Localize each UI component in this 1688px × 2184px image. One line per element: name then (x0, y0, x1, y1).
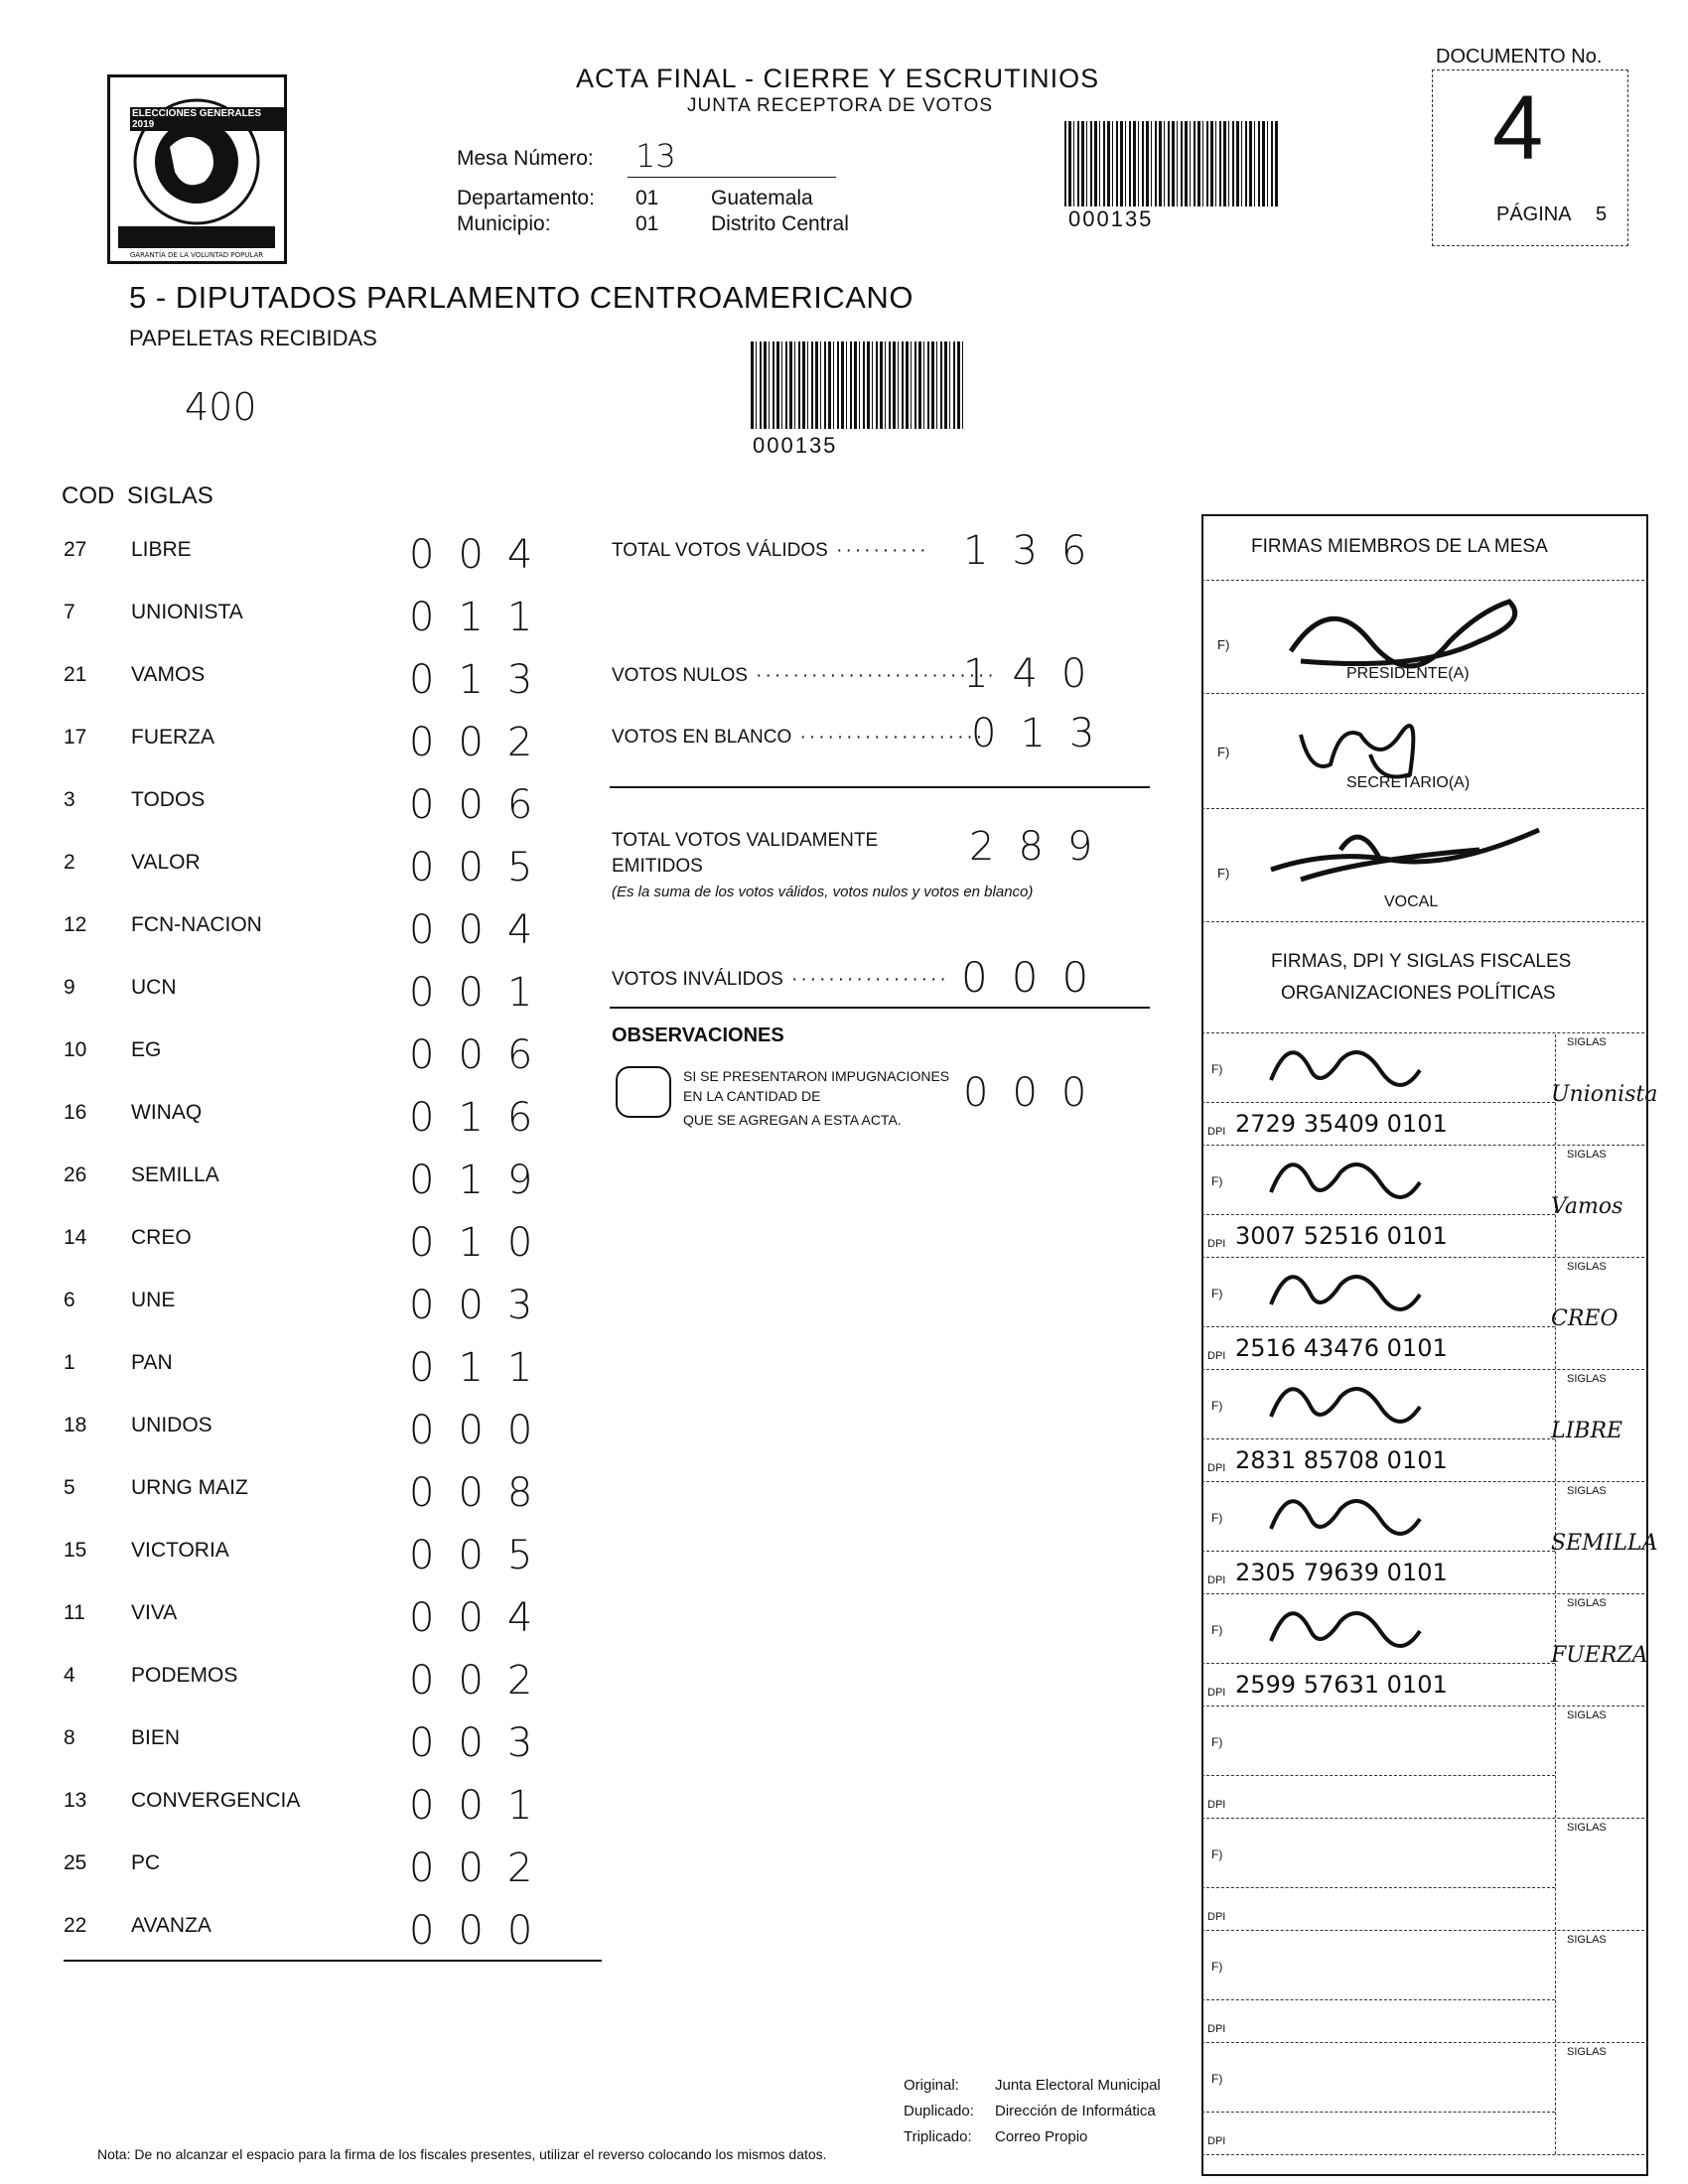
duplicado-label: Duplicado: (904, 2103, 974, 2119)
election-logo (107, 74, 287, 264)
departamento-code: 01 (635, 187, 659, 209)
party-cod: 5 (64, 1476, 75, 1499)
original-label: Original: (904, 2077, 959, 2094)
party-cod: 26 (64, 1163, 87, 1186)
table-row (60, 907, 616, 970)
table-row (60, 845, 616, 907)
party-siglas: PAN (131, 1351, 173, 1374)
party-siglas: FCN-NACION (131, 913, 262, 936)
party-siglas: TODOS (131, 788, 206, 811)
vocal-box (1201, 810, 1644, 922)
fiscal-siglas-value: Unionista (1551, 1082, 1658, 1107)
fiscal-dpi-label: DPI (1207, 1911, 1226, 1923)
header-barcode (1064, 121, 1279, 206)
acta-title: ACTA FINAL - CIERRE Y ESCRUTINIOS (576, 64, 1100, 93)
fiscal-dpi-label: DPI (1207, 1462, 1226, 1474)
members-header: FIRMAS MIEMBROS DE LA MESA (1251, 536, 1548, 557)
fiscal-row (1201, 1595, 1648, 1706)
fiscal-mid-rule (1201, 1663, 1555, 1664)
party-cod: 18 (64, 1414, 87, 1436)
invalidos-dots: ················· (782, 969, 949, 990)
party-votes: 006 (409, 1032, 557, 1078)
secretario-f-label: F) (1217, 745, 1230, 759)
party-votes: 013 (409, 657, 557, 703)
globe-icon (110, 77, 284, 261)
party-cod: 15 (64, 1539, 87, 1562)
fiscal-divider (1555, 1820, 1556, 1930)
fiscal-siglas-value: LIBRE (1551, 1419, 1623, 1443)
party-cod: 22 (64, 1914, 87, 1937)
party-votes: 002 (409, 1845, 557, 1891)
original-value: Junta Electoral Municipal (995, 2077, 1161, 2094)
fiscal-dpi-value: 3007 52516 0101 (1235, 1222, 1448, 1250)
party-cod: 4 (64, 1664, 75, 1687)
fiscal-siglas-label: SIGLAS (1567, 1597, 1607, 1609)
fiscal-f-label: F) (1211, 1511, 1223, 1525)
party-siglas: VAMOS (131, 663, 206, 686)
fiscal-siglas-label: SIGLAS (1567, 1485, 1607, 1497)
fiscal-row (1201, 1483, 1658, 1594)
party-votes: 004 (409, 907, 557, 953)
table-row (60, 595, 616, 657)
municipio-name: Distrito Central (711, 212, 849, 235)
table-bottom-rule (64, 1960, 602, 1962)
fiscal-f-label: F) (1211, 1847, 1223, 1861)
impug-line-3: QUE SE AGREGAN A ESTA ACTA. (683, 1112, 902, 1128)
summary-divider-1 (610, 786, 1150, 788)
nulos-dots: ·························· (747, 665, 997, 686)
fiscal-mid-rule (1201, 1214, 1555, 1215)
pagina-number: 5 (1596, 204, 1608, 225)
vocal-f-label: F) (1217, 866, 1230, 881)
table-row (60, 532, 616, 595)
fiscal-dpi-label: DPI (1207, 1238, 1226, 1250)
fiscal-row (1201, 1147, 1644, 1258)
party-votes: 006 (409, 782, 557, 828)
party-siglas: EG (131, 1038, 162, 1061)
party-siglas: WINAQ (131, 1101, 203, 1124)
table-row (60, 970, 616, 1032)
documento-number: 4 (1492, 77, 1544, 179)
party-votes: 003 (409, 1720, 557, 1766)
fiscal-mid-rule (1201, 1775, 1555, 1776)
party-cod: 2 (64, 851, 75, 874)
party-votes: 002 (409, 720, 557, 765)
presidente-f-label: F) (1217, 637, 1230, 652)
party-siglas: VIVA (131, 1601, 178, 1624)
fiscal-f-label: F) (1211, 1399, 1223, 1413)
party-cod: 21 (64, 663, 87, 686)
fiscal-dpi-label: DPI (1207, 1350, 1226, 1362)
party-votes: 004 (409, 532, 557, 578)
summary-divider-2 (610, 1007, 1150, 1009)
party-siglas: SEMILLA (131, 1163, 219, 1186)
secretario-box (1201, 695, 1644, 809)
fiscal-f-label: F) (1211, 1960, 1223, 1974)
validos-label: TOTAL VOTOS VÁLIDOS (612, 540, 828, 561)
invalidos-label: VOTOS INVÁLIDOS (612, 969, 783, 990)
party-cod: 9 (64, 976, 75, 999)
members-header-box (1201, 514, 1644, 581)
section-barcode-number: 000135 (753, 433, 838, 458)
party-siglas: UNIONISTA (131, 601, 243, 623)
fiscal-f-label: F) (1211, 1623, 1223, 1637)
fiscal-row (1201, 2044, 1644, 2155)
party-siglas: UNE (131, 1289, 176, 1311)
secretario-label: SECRETARIO(A) (1346, 774, 1471, 791)
blanco-value: 013 (971, 711, 1119, 756)
party-votes: 003 (409, 1283, 557, 1328)
acta-subtitle: JUNTA RECEPTORA DE VOTOS (687, 95, 994, 116)
party-votes: 005 (409, 845, 557, 890)
table-row (60, 1283, 616, 1345)
footer-nota: Nota: De no alcanzar el espacio para la firma de los fiscales presentes, utilizar el reverso colocando los mismos datos. (97, 2146, 827, 2162)
nulos-label: VOTOS NULOS (612, 665, 748, 686)
fiscal-siglas-label: SIGLAS (1567, 1822, 1607, 1834)
triplicado-label: Triplicado: (904, 2128, 972, 2145)
fiscal-f-label: F) (1211, 1287, 1223, 1300)
section-title: 5 - DIPUTADOS PARLAMENTO CENTROAMERICANO (129, 280, 914, 315)
impug-line-2: EN LA CANTIDAD DE (683, 1088, 821, 1104)
papeletas-label: PAPELETAS RECIBIDAS (129, 326, 377, 350)
table-row (60, 782, 616, 845)
emitidos-label-2: EMITIDOS (612, 856, 703, 877)
fiscal-row (1201, 1932, 1644, 2043)
emitidos-note: (Es la suma de los votos válidos, votos nulos y votos en blanco) (612, 884, 1034, 900)
party-cod: 16 (64, 1101, 87, 1124)
party-siglas: LIBRE (131, 538, 192, 561)
col-cod-header: COD (62, 482, 115, 509)
party-votes: 005 (409, 1533, 557, 1578)
fiscal-row (1201, 1259, 1644, 1370)
fiscal-mid-rule (1201, 1102, 1555, 1103)
party-votes: 002 (409, 1658, 557, 1704)
party-votes: 010 (409, 1220, 557, 1266)
table-row (60, 1720, 616, 1783)
fiscal-dpi-label: DPI (1207, 2023, 1226, 2035)
table-row (60, 1470, 616, 1533)
mesa-label: Mesa Número: (457, 147, 594, 170)
fiscal-f-label: F) (1211, 1735, 1223, 1749)
fiscal-signature (1251, 1479, 1450, 1549)
fiscal-dpi-value: 2729 35409 0101 (1235, 1110, 1448, 1138)
fiscal-dpi-value: 2831 85708 0101 (1235, 1446, 1448, 1474)
party-siglas: UCN (131, 976, 177, 999)
fiscal-siglas-value: FUERZA (1551, 1643, 1648, 1668)
mesa-value: 13 (635, 137, 676, 175)
fiscal-siglas-value: Vamos (1551, 1194, 1623, 1219)
table-row (60, 1032, 616, 1095)
fiscal-dpi-value: 2305 79639 0101 (1235, 1559, 1448, 1586)
fiscal-siglas-label: SIGLAS (1567, 1036, 1607, 1048)
impug-value: 000 (963, 1070, 1111, 1116)
col-siglas-header: SIGLAS (127, 482, 213, 509)
departamento-name: Guatemala (711, 187, 813, 209)
svg-text:GARANTÍA DE LA VOLUNTAD POPULA: GARANTÍA DE LA VOLUNTAD POPULAR (129, 251, 264, 259)
fiscal-mid-rule (1201, 1887, 1555, 1888)
blanco-label: VOTOS EN BLANCO (612, 727, 792, 748)
party-cod: 13 (64, 1789, 87, 1812)
party-siglas: BIEN (131, 1726, 181, 1749)
fiscal-signature (1251, 1591, 1450, 1661)
emitidos-label-1: TOTAL VOTOS VALIDAMENTE (612, 830, 879, 851)
party-cod: 11 (64, 1601, 85, 1624)
departamento-label: Departamento: (457, 187, 595, 209)
fiscal-dpi-label: DPI (1207, 1799, 1226, 1811)
table-row (60, 1783, 616, 1845)
fiscal-mid-rule (1201, 1551, 1555, 1552)
municipio-code: 01 (635, 212, 659, 235)
party-votes: 011 (409, 1345, 557, 1391)
party-votes: 011 (409, 595, 557, 640)
table-row (60, 1408, 616, 1470)
section-barcode (751, 341, 963, 429)
fiscal-divider (1555, 1707, 1556, 1818)
fiscal-signature (1251, 1255, 1450, 1324)
party-siglas: CREO (131, 1226, 192, 1249)
party-cod: 3 (64, 788, 75, 811)
party-cod: 14 (64, 1226, 87, 1249)
party-siglas: AVANZA (131, 1914, 211, 1937)
party-siglas: FUERZA (131, 726, 214, 749)
party-votes: 001 (409, 1783, 557, 1829)
party-cod: 25 (64, 1851, 87, 1874)
party-siglas: PC (131, 1851, 161, 1874)
fiscal-divider (1555, 1932, 1556, 2042)
fiscal-siglas-label: SIGLAS (1567, 1261, 1607, 1273)
validos-dots: ·········· (827, 540, 929, 561)
party-cod: 7 (64, 601, 75, 623)
party-cod: 27 (64, 538, 87, 561)
emitidos-value: 289 (969, 824, 1117, 870)
invalidos-value: 000 (961, 953, 1113, 1002)
fiscal-signature (1251, 1030, 1450, 1100)
party-votes: 001 (409, 970, 557, 1016)
pagina-label: PÁGINA (1496, 204, 1572, 225)
fiscal-f-label: F) (1211, 2072, 1223, 2086)
mesa-underline (628, 177, 836, 178)
fiscal-dpi-value: 2516 43476 0101 (1235, 1334, 1448, 1362)
table-row (60, 1095, 616, 1158)
fiscales-header-1: FIRMAS, DPI Y SIGLAS FISCALES (1271, 951, 1572, 972)
party-siglas: URNG MAIZ (131, 1476, 248, 1499)
fiscal-signature (1251, 1143, 1450, 1212)
party-siglas: VALOR (131, 851, 201, 874)
fiscal-mid-rule (1201, 2112, 1555, 2113)
fiscal-siglas-label: SIGLAS (1567, 1709, 1607, 1721)
documento-box (1432, 69, 1628, 246)
table-row (60, 1595, 616, 1658)
observaciones-label: OBSERVACIONES (612, 1024, 784, 1046)
table-row (60, 1220, 616, 1283)
party-cod: 17 (64, 726, 87, 749)
documento-label: DOCUMENTO No. (1436, 46, 1603, 68)
table-row (60, 1345, 616, 1408)
table-row (60, 720, 616, 782)
fiscal-f-label: F) (1211, 1062, 1223, 1076)
fiscales-header-2: ORGANIZACIONES POLÍTICAS (1281, 983, 1556, 1004)
fiscal-siglas-value: SEMILLA (1551, 1531, 1658, 1556)
fiscal-siglas-label: SIGLAS (1567, 2046, 1607, 2058)
blanco-dots: ···················· (791, 727, 986, 748)
triplicado-value: Correo Propio (995, 2128, 1088, 2145)
papeletas-value: 400 (185, 385, 257, 429)
party-cod: 10 (64, 1038, 87, 1061)
municipio-label: Municipio: (457, 212, 551, 235)
party-siglas: CONVERGENCIA (131, 1789, 301, 1812)
party-votes: 016 (409, 1095, 557, 1141)
fiscal-dpi-label: DPI (1207, 1687, 1226, 1699)
party-siglas: PODEMOS (131, 1664, 238, 1687)
fiscal-row (1201, 1820, 1644, 1931)
party-votes: 019 (409, 1158, 557, 1203)
presidente-label: PRESIDENTE(A) (1346, 665, 1470, 682)
party-votes: 000 (409, 1908, 557, 1954)
fiscal-row (1201, 1371, 1644, 1482)
party-votes: 008 (409, 1470, 557, 1516)
presidente-box (1201, 582, 1644, 694)
fiscal-mid-rule (1201, 1326, 1555, 1327)
fiscal-signature (1251, 1367, 1450, 1436)
fiscal-divider (1555, 2044, 1556, 2154)
party-votes: 000 (409, 1408, 557, 1453)
table-row (60, 1158, 616, 1220)
table-row (60, 657, 616, 720)
fiscal-f-label: F) (1211, 1174, 1223, 1188)
party-votes: 004 (409, 1595, 557, 1641)
fiscal-row (1201, 1707, 1644, 1819)
fiscal-siglas-label: SIGLAS (1567, 1934, 1607, 1946)
fiscal-row (1201, 1034, 1658, 1146)
nulos-value: 140 (963, 651, 1111, 697)
validos-value: 136 (963, 528, 1111, 574)
party-siglas: VICTORIA (131, 1539, 229, 1562)
fiscal-siglas-label: SIGLAS (1567, 1149, 1607, 1160)
fiscal-siglas-label: SIGLAS (1567, 1373, 1607, 1385)
fiscal-mid-rule (1201, 1999, 1555, 2000)
header-barcode-number: 000135 (1068, 206, 1154, 231)
table-row (60, 1845, 616, 1908)
party-siglas: UNIDOS (131, 1414, 212, 1436)
fiscal-siglas-value: CREO (1551, 1306, 1618, 1331)
fiscal-dpi-label: DPI (1207, 2135, 1226, 2147)
party-cod: 8 (64, 1726, 75, 1749)
fiscal-dpi-label: DPI (1207, 1126, 1226, 1138)
logo-text: ELECCIONES GENERALES 2019 (130, 107, 284, 131)
duplicado-value: Dirección de Informática (995, 2103, 1156, 2119)
fiscal-mid-rule (1201, 1438, 1555, 1439)
party-cod: 12 (64, 913, 87, 936)
impugnaciones-checkbox[interactable] (616, 1066, 671, 1118)
party-cod: 1 (64, 1351, 75, 1374)
table-row (60, 1658, 616, 1720)
table-row (60, 1533, 616, 1595)
impug-line-1: SI SE PRESENTARON IMPUGNACIONES (683, 1068, 950, 1084)
party-cod: 6 (64, 1289, 75, 1311)
fiscal-dpi-label: DPI (1207, 1574, 1226, 1586)
vocal-label: VOCAL (1384, 893, 1439, 910)
fiscal-dpi-value: 2599 57631 0101 (1235, 1671, 1448, 1699)
